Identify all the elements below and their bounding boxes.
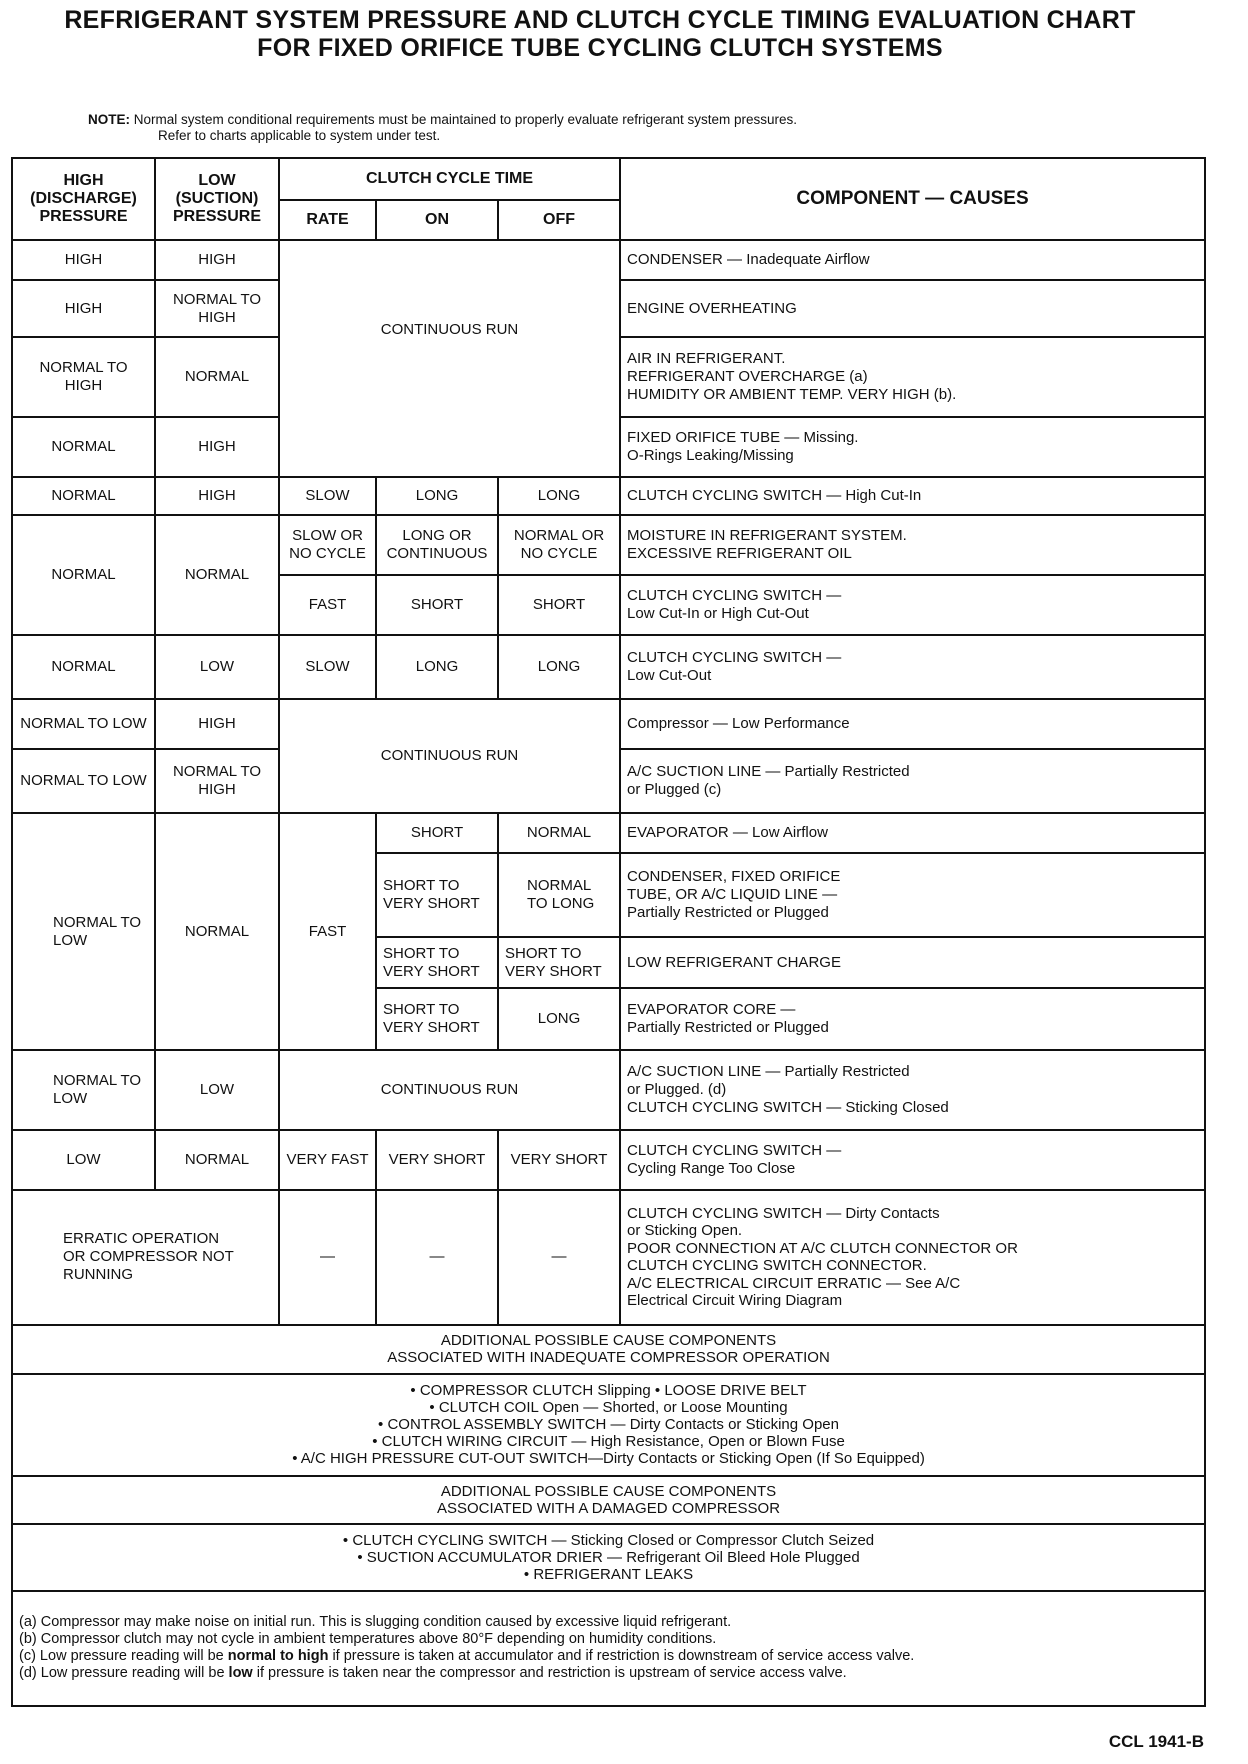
- cell-low: NORMAL: [155, 813, 279, 1050]
- cell-off: NORMAL TO LONG: [498, 853, 620, 937]
- cause-ccs-low-cut-out: [620, 635, 1205, 699]
- cell-on: SHORT: [376, 575, 498, 635]
- cause-line: Low Cut-In or High Cut-Out: [627, 605, 809, 623]
- cause-line: or Sticking Open.: [627, 1222, 743, 1240]
- cell-high: HIGH: [12, 240, 155, 280]
- header-off: OFF: [498, 200, 620, 240]
- cause-evaporator-airflow: EVAPORATOR — Low Airflow: [620, 813, 1205, 853]
- list-item: • CLUTCH CYCLING SWITCH — Sticking Closed or Compressor Clutch Seized: [342, 1531, 875, 1549]
- cause-line: CLUTCH CYCLING SWITCH CONNECTOR.: [627, 1257, 927, 1275]
- cause-line: A/C ELECTRICAL CIRCUIT ERRATIC — See A/C: [627, 1274, 961, 1292]
- heading-line: ADDITIONAL POSSIBLE CAUSE COMPONENTS: [440, 1332, 777, 1350]
- cause-line: MOISTURE IN REFRIGERANT SYSTEM.: [627, 526, 907, 544]
- footnote-a: (a) Compressor may make noise on initial run. This is slugging condition caused by excessive liquid refrigerant.: [19, 1614, 732, 1631]
- cause-line: CLUTCH CYCLING SWITCH — Dirty Contacts: [627, 1204, 940, 1222]
- header-clutch-cycle-time: CLUTCH CYCLE TIME: [279, 158, 620, 200]
- cause-suction-line-d: [620, 1050, 1205, 1130]
- footnote-text: if pressure is taken at accumulator and if restriction is downstream of service access valve.: [328, 1648, 915, 1665]
- cause-line: O-Rings Leaking/Missing: [627, 446, 794, 464]
- cell-continuous-run: CONTINUOUS RUN: [279, 699, 620, 813]
- cause-line: FIXED ORIFICE TUBE — Missing.: [627, 428, 859, 446]
- cause-fixed-orifice-tube: [620, 417, 1205, 477]
- list-item: • CLUTCH WIRING CIRCUIT — High Resistance, Open or Blown Fuse: [372, 1433, 845, 1451]
- cause-evaporator-core: [620, 988, 1205, 1050]
- cell-on: LONG: [376, 477, 498, 515]
- cause-ccs-range: [620, 1130, 1205, 1190]
- cell-on: VERY SHORT: [376, 1130, 498, 1190]
- cause-line: CLUTCH CYCLING SWITCH —: [627, 1141, 842, 1159]
- list-item: • REFRIGERANT LEAKS: [523, 1565, 694, 1583]
- cell-rate: VERY FAST: [279, 1130, 376, 1190]
- cell-rate: FAST: [279, 575, 376, 635]
- header-component-causes: COMPONENT — CAUSES: [620, 158, 1205, 240]
- cell-on: SHORT TO VERY SHORT: [376, 853, 498, 937]
- cell-off: NORMAL: [498, 813, 620, 853]
- heading-line: ASSOCIATED WITH INADEQUATE COMPRESSOR OPERATION: [387, 1349, 830, 1367]
- cause-line: CONDENSER, FIXED ORIFICE: [627, 868, 841, 886]
- cause-line: Cycling Range Too Close: [627, 1159, 796, 1177]
- cause-suction-line-c: [620, 749, 1205, 813]
- cell-low: HIGH: [155, 417, 279, 477]
- cell-high: NORMAL TO LOW: [12, 1050, 155, 1130]
- cause-line: A/C SUCTION LINE — Partially Restricted: [627, 1063, 910, 1081]
- footnote-emphasis: low: [228, 1665, 253, 1682]
- cell-rate: FAST: [279, 813, 376, 1050]
- cell-on: LONG: [376, 635, 498, 699]
- footnote-d: [19, 1665, 1198, 1682]
- cause-line: Partially Restricted or Plugged: [627, 1019, 829, 1037]
- heading-line: ADDITIONAL POSSIBLE CAUSE COMPONENTS: [440, 1482, 777, 1500]
- cell-high: NORMAL: [12, 477, 155, 515]
- cause-line: TUBE, OR A/C LIQUID LINE —: [627, 886, 838, 904]
- cell-on: SHORT TO VERY SHORT: [376, 988, 498, 1050]
- additional-heading-damaged: [12, 1476, 1205, 1525]
- title-line-1: REFRIGERANT SYSTEM PRESSURE AND CLUTCH CYCLE TIMING EVALUATION CHART: [64, 6, 1136, 34]
- cell-rate: SLOW OR NO CYCLE: [279, 515, 376, 576]
- cause-line: CLUTCH CYCLING SWITCH — Sticking Closed: [627, 1099, 949, 1117]
- cell-high: LOW: [12, 1130, 155, 1190]
- cause-line: CLUTCH CYCLING SWITCH —: [627, 587, 842, 605]
- list-item: • CONTROL ASSEMBLY SWITCH — Dirty Contacts or Sticking Open: [378, 1416, 839, 1434]
- footnote-c: [19, 1648, 1198, 1665]
- cause-line: Partially Restricted or Plugged: [627, 904, 829, 922]
- cause-low-charge: LOW REFRIGERANT CHARGE: [620, 937, 1205, 988]
- cause-compressor-low-performance: Compressor — Low Performance: [620, 699, 1205, 749]
- cell-on: —: [376, 1190, 498, 1325]
- cause-line: AIR IN REFRIGERANT.: [627, 350, 786, 368]
- cell-off: LONG: [498, 635, 620, 699]
- heading-line: ASSOCIATED WITH A DAMAGED COMPRESSOR: [436, 1499, 781, 1517]
- list-item: • COMPRESSOR CLUTCH Slipping • LOOSE DRIVE BELT: [410, 1382, 807, 1400]
- cell-high: NORMAL: [12, 417, 155, 477]
- cell-low: LOW: [155, 1050, 279, 1130]
- cause-line: Electrical Circuit Wiring Diagram: [627, 1292, 843, 1310]
- cell-off: VERY SHORT: [498, 1130, 620, 1190]
- cell-off: SHORT TO VERY SHORT: [498, 937, 620, 988]
- cell-low: LOW: [155, 635, 279, 699]
- cell-off: LONG: [498, 477, 620, 515]
- footnote-emphasis: normal to high: [227, 1648, 329, 1665]
- cell-erratic-operation: ERRATIC OPERATION OR COMPRESSOR NOT RUNNING: [12, 1190, 279, 1325]
- cell-continuous-run: CONTINUOUS RUN: [279, 1050, 620, 1130]
- cell-low: HIGH: [155, 240, 279, 280]
- cell-high: NORMAL TO LOW: [12, 813, 155, 1050]
- cell-rate: SLOW: [279, 477, 376, 515]
- cell-off: —: [498, 1190, 620, 1325]
- cause-line: Low Cut-Out: [627, 667, 712, 685]
- header-high-pressure: HIGH (DISCHARGE) PRESSURE: [12, 158, 155, 240]
- cell-high: NORMAL: [12, 515, 155, 636]
- cause-line: CLUTCH CYCLING SWITCH —: [627, 649, 842, 667]
- footnote-b: (b) Compressor clutch may not cycle in ambient temperatures above 80°F depending on humidity conditions.: [19, 1631, 717, 1648]
- footnote-text: (c) Low pressure reading will be: [19, 1648, 228, 1665]
- cause-condenser-airflow: CONDENSER — Inadequate Airflow: [620, 240, 1205, 280]
- header-low-pressure: LOW (SUCTION) PRESSURE: [155, 158, 279, 240]
- footnote-text: (d) Low pressure reading will be: [19, 1665, 229, 1682]
- cause-line: or Plugged (c): [627, 781, 722, 799]
- cell-on: SHORT: [376, 813, 498, 853]
- cell-low: NORMAL: [155, 515, 279, 636]
- cell-low: NORMAL TO HIGH: [155, 749, 279, 813]
- cause-moisture: [620, 515, 1205, 576]
- evaluation-table: [11, 157, 1206, 1707]
- cause-line: POOR CONNECTION AT A/C CLUTCH CONNECTOR OR: [627, 1239, 1018, 1257]
- cell-low: NORMAL: [155, 1130, 279, 1190]
- cause-engine-overheating: ENGINE OVERHEATING: [620, 280, 1205, 338]
- cause-ccs-low-cut-in: [620, 575, 1205, 635]
- cell-low: NORMAL TO HIGH: [155, 280, 279, 338]
- cell-low: HIGH: [155, 699, 279, 749]
- list-item: • CLUTCH COIL Open — Shorted, or Loose Mounting: [429, 1399, 788, 1417]
- cell-rate: —: [279, 1190, 376, 1325]
- cause-electrical: [620, 1190, 1205, 1325]
- additional-heading-inadequate: [12, 1325, 1205, 1374]
- cause-line: or Plugged. (d): [627, 1081, 727, 1099]
- chart-title: [0, 6, 1200, 62]
- cell-rate: SLOW: [279, 635, 376, 699]
- cause-line: EVAPORATOR CORE —: [627, 1001, 796, 1019]
- cause-line: EXCESSIVE REFRIGERANT OIL: [627, 544, 852, 562]
- cell-off: SHORT: [498, 575, 620, 635]
- footnote-text: if pressure is taken near the compressor and restriction is upstream of service access valve.: [252, 1665, 847, 1682]
- note: [88, 112, 1168, 144]
- cell-low: NORMAL: [155, 337, 279, 417]
- footnotes: [12, 1591, 1205, 1706]
- cell-on: LONG OR CONTINUOUS: [376, 515, 498, 576]
- cause-line: REFRIGERANT OVERCHARGE (a): [627, 368, 868, 386]
- cell-high: NORMAL TO HIGH: [12, 337, 155, 417]
- title-line-2: FOR FIXED ORIFICE TUBE CYCLING CLUTCH SYSTEMS: [257, 34, 943, 62]
- cause-line: HUMIDITY OR AMBIENT TEMP. VERY HIGH (b).: [627, 386, 957, 404]
- note-line-1: Normal system conditional requirements must be maintained to properly evaluate refrigerant system pressures.: [133, 112, 798, 127]
- cell-high: NORMAL: [12, 635, 155, 699]
- cell-low: HIGH: [155, 477, 279, 515]
- cell-on: SHORT TO VERY SHORT: [376, 937, 498, 988]
- cell-high: NORMAL TO LOW: [12, 699, 155, 749]
- cause-air-in-refrigerant: [620, 337, 1205, 417]
- cause-condenser-restricted: [620, 853, 1205, 937]
- note-line-2: Refer to charts applicable to system under test.: [158, 128, 441, 143]
- header-rate: RATE: [279, 200, 376, 240]
- list-item: • SUCTION ACCUMULATOR DRIER — Refrigerant Oil Bleed Hole Plugged: [357, 1548, 860, 1566]
- document-code: CCL 1941-B: [1108, 1732, 1204, 1751]
- cell-off: NORMAL OR NO CYCLE: [498, 515, 620, 576]
- cause-ccs-high-cut-in: CLUTCH CYCLING SWITCH — High Cut-In: [620, 477, 1205, 515]
- cell-continuous-run: CONTINUOUS RUN: [279, 240, 620, 477]
- cell-high: HIGH: [12, 280, 155, 338]
- list-item: • A/C HIGH PRESSURE CUT-OUT SWITCH—Dirty Contacts or Sticking Open (If So Equipped): [292, 1450, 925, 1468]
- additional-list-damaged: [12, 1524, 1205, 1590]
- additional-list-inadequate: [12, 1374, 1205, 1476]
- cell-high: NORMAL TO LOW: [12, 749, 155, 813]
- cause-line: A/C SUCTION LINE — Partially Restricted: [627, 763, 910, 781]
- note-label: NOTE:: [88, 112, 130, 127]
- cell-off: LONG: [498, 988, 620, 1050]
- header-on: ON: [376, 200, 498, 240]
